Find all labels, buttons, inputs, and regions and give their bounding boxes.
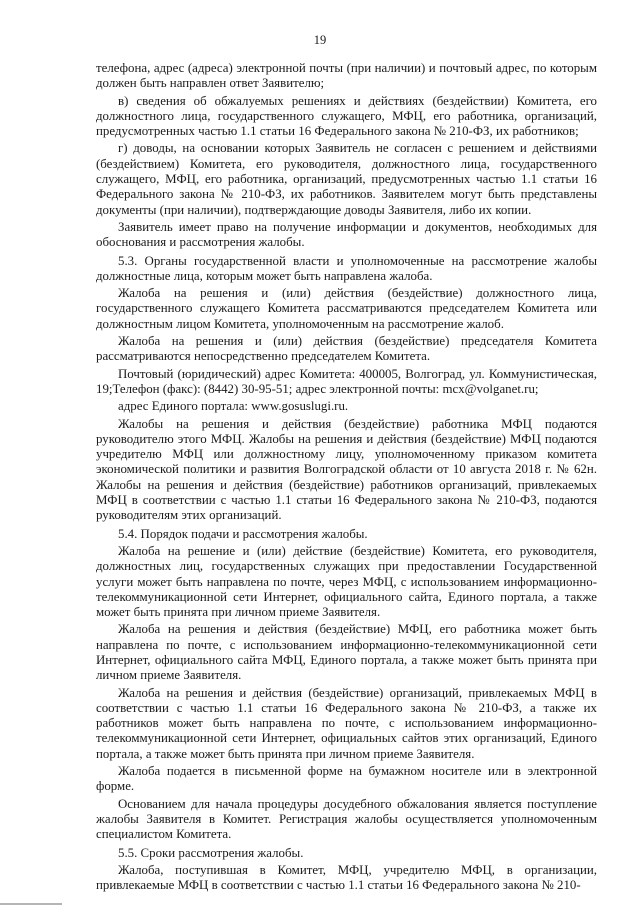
paragraph-submission-committee: Жалоба на решение и (или) действие (бездействие) Комитета, его руководителя, должностных лиц, государственных служащих при предоставлении Государственной услуги может быть направлена по почте, через МФЦ, с использованием информационно-телекоммуникационной сети Интернет, официального сайта, Единого портала, а также может быть принята при личном приеме Заявителя. [96,543,597,620]
paragraph-review-deadlines: Жалоба, поступившая в Комитет, МФЦ, учредителю МФЦ, в организации, привлекаемые МФЦ в соответствии с частью 1.1 статьи 16 Федерального закона № 210- [96,862,597,893]
paragraph-submission-organizations: Жалоба на решения и действия (бездействие) организаций, привлекаемых МФЦ в соответствии с частью 1.1 статьи 16 Федерального закона № 210-ФЗ, а также их работников может быть направлена по почте, с использованием информационно-телекоммуникационной сети Интернет, официальных сайтов этих организаций, Единого портала, а также может быть принята при личном приеме Заявителя. [96,685,597,761]
paragraph-postal-address: Почтовый (юридический) адрес Комитета: 400005, Волгоград, ул. Коммунистическая, 19;Телефон (факс): (8442) 30-95-51; адрес электронной почты: mcx@volganet.ru; [96,366,597,396]
paragraph-submission-mfc: Жалоба на решения и действия (бездействие) МФЦ, его работника может быть направлена по почте, с использованием информационно-телекоммуникационной сети Интернет, официального сайта МФЦ, Единого портала, а также может быть принята при личном приеме Заявителя. [96,622,597,683]
paragraph-contact-continuation: телефона, адрес (адреса) электронной почты (при наличии) и почтовый адрес, по которым должен быть направлен ответ Заявителю; [96,61,597,91]
paragraph-item-v: в) сведения об обжалуемых решениях и действиях (бездействии) Комитета, его должностного лица, государственного служащего, МФЦ, его работника, организаций, предусмотренных частью 1.1 статьи 16 Федерального закона № 210-ФЗ, их работников; [96,93,597,139]
section-heading-5-5: 5.5. Сроки рассмотрения жалобы. [118,845,304,860]
paragraph-mfc-complaints: Жалобы на решения и действия (бездействие) работника МФЦ подаются руководителю этого МФЦ. Жалобы на решения и действия (бездействие) МФЦ подаются учредителю МФЦ или должностному лицу, уполномоченному приказом комитета экономической политики и развития Волгоградской области от 10 августа 2018 г. № 62н. Жалобы на решения и действия (бездействие) работников организаций, привлекаемых МФЦ в соответствии с частью 1.1 статьи 16 Федерального закона № 210-ФЗ, подаются руководителям этих организаций. [96,416,597,523]
paragraph-written-form: Жалоба подается в письменной форме на бумажном носителе или в электронной форме. [96,764,597,794]
paragraph-procedure-basis: Основанием для начала процедуры досудебного обжалования является поступление жалобы Заявителя в Комитет. Регистрация жалобы осуществляется уполномоченным специалистом Комитета. [96,796,597,842]
paragraph-complaint-chairman: Жалоба на решения и (или) действия (бездействие) председателя Комитета рассматриваются непосредственно председателем Комитета. [96,334,597,364]
paragraph-complaint-official: Жалоба на решения и (или) действия (бездействие) должностного лица, государственного служащего Комитета рассматриваются председателем Комитета или должностным лицом Комитета, уполномоченным на рассмотрение жалоб. [96,286,597,331]
document-body [96,61,597,893]
section-heading-5-4: 5.4. Порядок подачи и рассмотрения жалобы. [118,526,368,541]
section-heading-5-3: 5.3. Органы государственной власти и уполномоченные на рассмотрение жалобы должностные лица, которым может быть направлена жалоба. [96,253,597,283]
paragraph-item-g: г) доводы, на основании которых Заявитель не согласен с решением и действиями (бездействием) Комитета, его руководителя, должностного лица, государственного служащего, МФЦ, его работника, организаций, предусмотренных частью 1.1 статьи 16 Федерального закона № 210-ФЗ, их работников. Заявителем могут быть представлены документы (при наличии), подтверждающие доводы Заявителя, либо их копии. [96,141,597,217]
paragraph-portal-address: адрес Единого портала: www.gosuslugi.ru. [118,399,349,414]
paragraph-applicant-rights: Заявитель имеет право на получение информации и документов, необходимых для обоснования и рассмотрения жалобы. [96,219,597,250]
page-number: 19 [313,33,327,47]
